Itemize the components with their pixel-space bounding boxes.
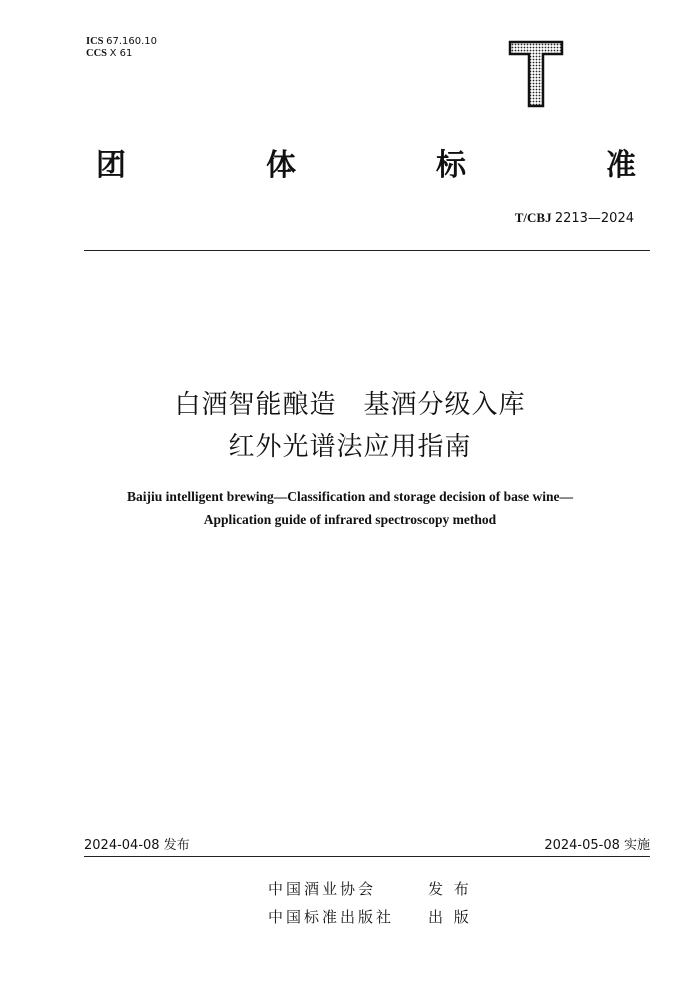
publisher-row (268, 906, 472, 927)
publisher-action: 发 布 (428, 880, 472, 898)
standard-kind-heading (96, 140, 636, 184)
publisher-row (268, 878, 472, 899)
standard-t-logo (508, 40, 564, 108)
publisher-org: 中国酒业协会 (268, 880, 377, 898)
kind-char: 体 (266, 148, 296, 183)
ccs-label: CCS (86, 48, 108, 59)
publisher-action: 出 版 (428, 908, 472, 926)
title-cn-line1: 白酒智能酿造 基酒分级入库 (174, 390, 526, 420)
publisher-org: 中国标准出版社 (268, 908, 395, 926)
ics-label: ICS (86, 36, 104, 47)
bottom-divider (84, 856, 650, 857)
title-cn-line2: 红外光谱法应用指南 (228, 432, 472, 462)
kind-char: 标 (436, 148, 466, 183)
ics-code (86, 36, 157, 48)
ccs-value: X 61 (109, 48, 133, 59)
kind-char: 团 (96, 148, 126, 183)
classification-codes (86, 36, 157, 60)
title-en-line2: Application guide of infrared spectroscopy method (203, 512, 497, 527)
title-en-line1: Baijiu intelligent brewing—Classification and storage decision of base wine— (126, 489, 573, 504)
standard-num: 2213—2024 (554, 211, 634, 226)
ics-value: 67.160.10 (106, 36, 158, 47)
top-divider (84, 250, 650, 251)
implement-date: 2024-05-08 实施 (544, 838, 650, 853)
kind-char: 准 (606, 148, 636, 183)
standard-number (515, 210, 634, 226)
standard-prefix: T/CBJ (514, 210, 552, 225)
ccs-code (86, 48, 157, 60)
issue-date: 2024-04-08 发布 (84, 838, 190, 853)
